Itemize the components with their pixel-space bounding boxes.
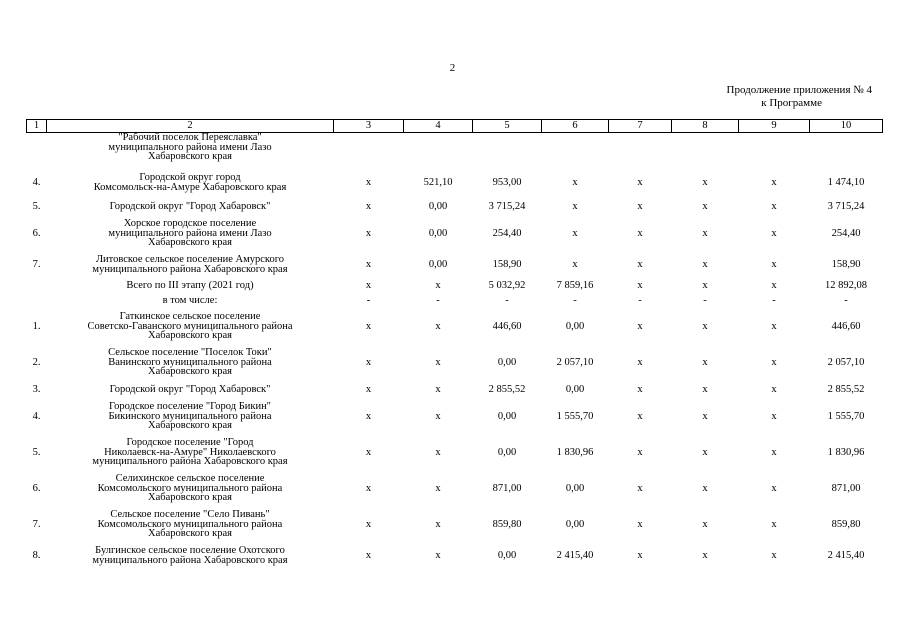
value-cell: 0,00 [497, 356, 517, 368]
table-row [27, 198, 883, 216]
row-name [47, 279, 334, 294]
row-number: 6. [32, 482, 41, 494]
value-cell: х [771, 482, 777, 494]
table-row [27, 279, 883, 294]
table-row [27, 435, 883, 471]
value-cell: 871,00 [492, 482, 522, 494]
row-name-text: Городской округ "Город Хабаровск" [109, 200, 271, 212]
value-cell: х [771, 177, 777, 189]
value-cell: 0,00 [565, 383, 585, 395]
table-row [27, 507, 883, 543]
value-cell: 0,00 [428, 259, 448, 271]
value-cell: х [365, 227, 372, 239]
row-name-text: Всего по III этапу (2021 год) [126, 280, 254, 292]
value-cell: х [637, 200, 643, 212]
value-cell: 2 415,40 [827, 549, 865, 561]
value-cell: 0,00 [565, 320, 585, 332]
value-cell: 0,00 [565, 482, 585, 494]
row-name-text: Гаткинское сельское поселение Советско-Гаванского муниципального района Хабаровского края [87, 311, 293, 342]
value-cell: х [702, 518, 708, 530]
value-cell: х [637, 356, 643, 368]
row-number: 7. [32, 518, 41, 530]
value-cell: х [435, 280, 441, 292]
row-name-text: Селихинское сельское поселение Комсомольского муниципального района Хабаровского края [97, 473, 283, 504]
row-name-text: "Рабочий поселок Переяславка" муниципального района имени Лазо Хабаровского края [108, 132, 272, 163]
value-cell: х [702, 482, 708, 494]
value-cell: 446,60 [831, 320, 861, 332]
value-cell: - [844, 295, 848, 307]
value-cell: х [365, 259, 372, 271]
value-cell: х [365, 280, 372, 292]
value-cell: х [365, 200, 372, 212]
value-cell: х [637, 482, 643, 494]
value-cell: х [771, 410, 777, 422]
value-cell: х [435, 518, 441, 530]
value-cell: 12 892,08 [825, 280, 867, 292]
value-cell: 3 715,24 [827, 200, 865, 212]
value-cell: х [365, 549, 372, 561]
value-cell: 0,00 [428, 200, 448, 212]
value-cell: х [771, 280, 777, 292]
row-name-text: Булгинское сельское поселение Охотского муниципального района Хабаровского края [92, 544, 288, 566]
value-cell: 7 859,16 [556, 280, 594, 292]
value-cell: х [771, 320, 777, 332]
value-cell: х [702, 320, 708, 332]
header-cell: 6 [542, 120, 609, 133]
value-cell: х [572, 259, 578, 271]
value-cell: х [365, 383, 372, 395]
value-cell: 2 057,10 [556, 356, 594, 368]
value-cell: 3 715,24 [488, 200, 526, 212]
value-cell: х [771, 518, 777, 530]
value-cell: - [366, 295, 371, 307]
value-cell: х [365, 410, 372, 422]
value-cell: - [505, 295, 509, 307]
table-row [27, 309, 883, 345]
appendix-line-2: к Программе [761, 97, 822, 109]
value-cell: 0,00 [565, 518, 585, 530]
header-cell: 9 [739, 120, 810, 133]
value-cell: 521,10 [423, 177, 453, 189]
value-cell: 1 830,96 [827, 446, 865, 458]
value-cell: 446,60 [492, 320, 522, 332]
appendix-note [727, 84, 872, 110]
header-cell: 10 [810, 120, 883, 133]
header-cell: 1 [27, 120, 47, 133]
value-cell: - [638, 295, 642, 307]
page-number: 2 [449, 62, 456, 74]
value-cell: х [365, 482, 372, 494]
value-cell: 1 830,96 [556, 446, 594, 458]
row-name [47, 381, 334, 399]
value-cell: х [435, 482, 441, 494]
row-name-text: Городское поселение "Город Бикин" Бикинского муниципального района Хабаровского края [108, 401, 272, 432]
value-cell: х [637, 549, 643, 561]
value-cell: 254,40 [831, 227, 861, 239]
value-cell: х [637, 259, 643, 271]
row-name-text: Литовское сельское поселение Амурского муниципального района Хабаровского края [92, 254, 288, 275]
data-table [26, 119, 883, 569]
value-cell: х [637, 446, 643, 458]
value-cell [609, 133, 672, 169]
value-cell: х [771, 446, 777, 458]
table-row [27, 133, 883, 169]
row-name [47, 345, 334, 381]
header-cell: 7 [609, 120, 672, 133]
value-cell: х [702, 410, 708, 422]
value-cell: - [703, 295, 707, 307]
value-cell: х [702, 280, 708, 292]
row-name [47, 198, 334, 216]
value-cell: х [637, 518, 643, 530]
table-row [27, 543, 883, 569]
row-name [47, 435, 334, 471]
row-name-text: Городской округ "Город Хабаровск" [109, 383, 271, 395]
value-cell: х [771, 200, 777, 212]
value-cell: 2 057,10 [827, 356, 865, 368]
value-cell: х [637, 227, 643, 239]
table-row [27, 252, 883, 279]
value-cell: х [435, 356, 441, 368]
value-cell: х [637, 410, 643, 422]
row-name-text: Городской округ город Комсомольск-на-Амуре Хабаровского края [93, 172, 287, 193]
value-cell: х [637, 280, 643, 292]
value-cell [404, 133, 473, 169]
header-cell: 2 [47, 120, 334, 133]
value-cell: х [702, 446, 708, 458]
value-cell: х [435, 383, 441, 395]
row-number: 3. [32, 383, 41, 395]
row-number [27, 294, 47, 309]
value-cell: 953,00 [492, 177, 522, 189]
value-cell: 2 855,52 [488, 383, 526, 395]
value-cell: 0,00 [497, 549, 517, 561]
value-cell: х [702, 383, 708, 395]
value-cell: 158,90 [831, 259, 861, 271]
row-name-text: Сельское поселение "Поселок Токи" Ванинского муниципального района Хабаровского края [108, 347, 272, 378]
row-name [47, 169, 334, 198]
value-cell: х [365, 320, 372, 332]
value-cell: х [702, 259, 708, 271]
row-name [47, 471, 334, 507]
value-cell [473, 133, 542, 169]
header-row [27, 120, 883, 133]
row-number [27, 279, 47, 294]
row-number: 5. [32, 200, 41, 212]
value-cell: х [365, 177, 372, 189]
header-cell: 4 [404, 120, 473, 133]
value-cell: х [637, 177, 643, 189]
row-number: 1. [32, 320, 41, 332]
row-number: 4. [32, 410, 41, 422]
value-cell: х [572, 227, 578, 239]
table-row [27, 399, 883, 435]
value-cell: х [365, 518, 372, 530]
value-cell: х [435, 446, 441, 458]
value-cell: х [771, 549, 777, 561]
value-cell [334, 133, 404, 169]
row-name [47, 309, 334, 345]
value-cell: 254,40 [492, 227, 522, 239]
row-number: 8. [32, 549, 41, 561]
value-cell: 2 855,52 [827, 383, 865, 395]
appendix-line-1: Продолжение приложения № 4 [726, 84, 872, 96]
value-cell: х [637, 383, 643, 395]
value-cell [810, 133, 883, 169]
value-cell: 871,00 [831, 482, 861, 494]
value-cell: х [572, 177, 578, 189]
value-cell: - [573, 295, 577, 307]
table-row [27, 169, 883, 198]
value-cell: 1 474,10 [827, 177, 865, 189]
value-cell: 2 415,40 [556, 549, 594, 561]
value-cell: х [435, 410, 441, 422]
value-cell: х [702, 200, 708, 212]
value-cell: х [771, 356, 777, 368]
row-name [47, 216, 334, 252]
row-number: 5. [32, 446, 41, 458]
header-cell: 8 [672, 120, 739, 133]
row-number: 7. [32, 259, 41, 271]
value-cell [739, 133, 810, 169]
row-name [47, 543, 334, 569]
value-cell: х [702, 356, 708, 368]
table-row [27, 216, 883, 252]
row-name-text: Сельское поселение "Село Пивань" Комсомольского муниципального района Хабаровского края [97, 509, 283, 540]
value-cell: х [702, 227, 708, 239]
value-cell: х [771, 259, 777, 271]
row-number [27, 133, 47, 169]
value-cell: 1 555,70 [556, 410, 594, 422]
header-cell: 5 [473, 120, 542, 133]
row-name [47, 507, 334, 543]
row-name-text: в том числе: [162, 295, 218, 307]
value-cell: 0,00 [428, 227, 448, 239]
value-cell: 0,00 [497, 446, 517, 458]
row-name [47, 399, 334, 435]
table-row [27, 471, 883, 507]
row-number: 4. [32, 177, 41, 189]
value-cell [672, 133, 739, 169]
value-cell: 859,80 [831, 518, 861, 530]
value-cell: - [436, 295, 440, 307]
row-name-text: Хорское городское поселение муниципального района имени Лазо Хабаровского края [108, 218, 272, 249]
row-name [47, 294, 334, 309]
table-row [27, 345, 883, 381]
value-cell: 0,00 [497, 410, 517, 422]
header-cell: 3 [334, 120, 404, 133]
value-cell: х [702, 177, 708, 189]
value-cell: х [365, 356, 372, 368]
value-cell: х [771, 227, 777, 239]
value-cell: х [572, 200, 578, 212]
table-row [27, 381, 883, 399]
value-cell: - [772, 295, 776, 307]
value-cell: 1 555,70 [827, 410, 865, 422]
row-name [47, 133, 334, 169]
value-cell: х [435, 320, 441, 332]
table-row [27, 294, 883, 309]
value-cell: х [637, 320, 643, 332]
row-name [47, 252, 334, 279]
value-cell: х [365, 446, 372, 458]
value-cell: 158,90 [492, 259, 522, 271]
value-cell: х [771, 383, 777, 395]
value-cell: х [702, 549, 708, 561]
row-name-text: Городское поселение "Город Николаевск-на-Амуре" Николаевского муниципального района Хабаровского края [92, 437, 288, 468]
value-cell: 859,80 [492, 518, 522, 530]
row-number: 2. [32, 356, 41, 368]
row-number: 6. [32, 227, 41, 239]
value-cell: х [435, 549, 441, 561]
value-cell: 5 032,92 [488, 280, 526, 292]
table-body [27, 133, 883, 569]
value-cell [542, 133, 609, 169]
